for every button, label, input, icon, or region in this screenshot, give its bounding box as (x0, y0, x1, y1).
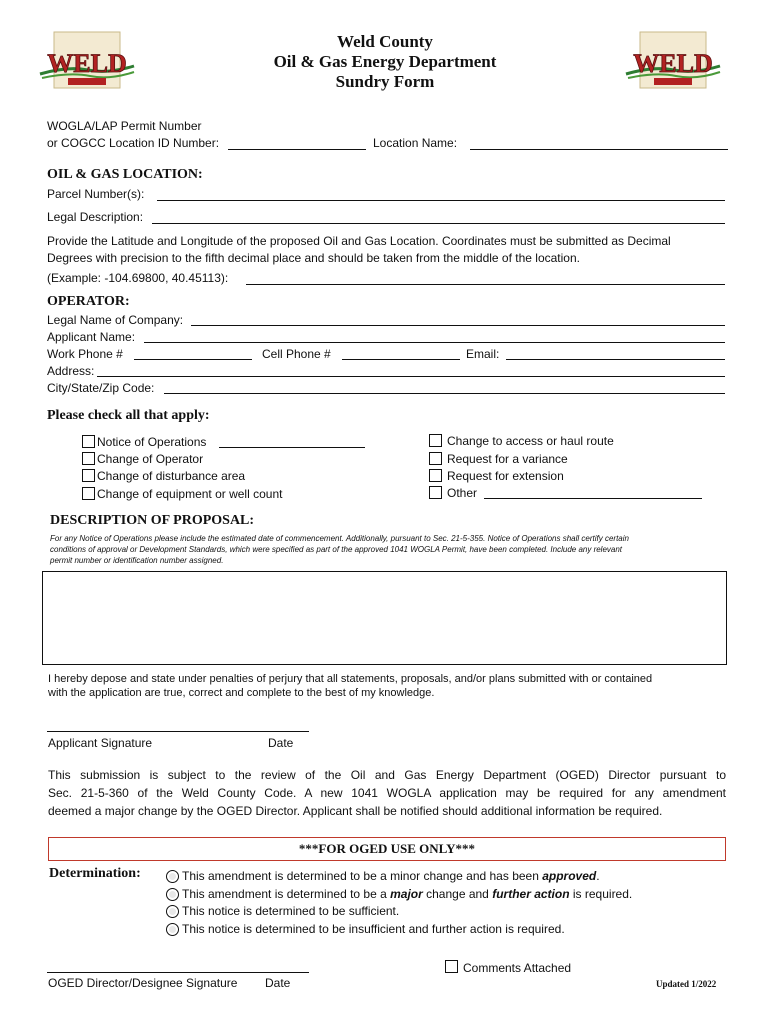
coords-instructions-1: Provide the Latitude and Longitude of the proposed Oil and Gas Location. Coordinates must be submitted as Decimal (47, 234, 671, 248)
opt1-end: . (596, 869, 600, 883)
comments-attached-label: Comments Attached (463, 961, 572, 975)
director-date-label: Date (265, 976, 291, 990)
permit-label-line1: WOGLA/LAP Permit Number (47, 119, 202, 133)
other-label: Other (447, 486, 478, 500)
permit-label-line2: or COGCC Location ID Number: (47, 136, 220, 150)
applicant-field[interactable] (144, 342, 725, 343)
coords-field[interactable] (246, 284, 725, 285)
form-title: Sundry Form (335, 72, 435, 91)
operator-heading: OPERATOR: (47, 294, 130, 309)
determination-major-radio[interactable] (166, 888, 179, 901)
company-label: Legal Name of Company: (47, 313, 184, 327)
coords-example-label: (Example: -104.69800, 40.45113): (47, 271, 229, 285)
city-label: City/State/Zip Code: (47, 381, 155, 395)
review-text (48, 766, 726, 820)
address-label: Address: (47, 364, 95, 378)
opt2-text: This amendment is determined to be a (182, 887, 391, 901)
change-of-operator-checkbox[interactable] (82, 452, 95, 465)
request-extension-checkbox[interactable] (429, 469, 442, 482)
request-variance-label: Request for a variance (447, 452, 568, 466)
determination-sufficient-label: This notice is determined to be sufficient. (182, 904, 400, 918)
applicant-signature-line[interactable] (47, 731, 309, 732)
opt2-mid: change and (422, 887, 493, 901)
svg-text:WELD: WELD (633, 49, 713, 78)
opt1-text: This amendment is determined to be a minor change and has been (182, 869, 543, 883)
updated-label: Updated 1/2022 (656, 979, 717, 989)
director-signature-label: OGED Director/Designee Signature (48, 976, 238, 990)
proposal-note (50, 533, 730, 566)
review-line3: deemed a major change by the OGED Director. Applicant shall be notified should additional information be required. (48, 804, 663, 818)
notice-of-operations-label: Notice of Operations (97, 435, 207, 449)
review-line1: This submission is subject to the review of the Oil and Gas Energy Department (OGED) Director pursuant to (48, 768, 726, 782)
svg-text:WELD: WELD (47, 49, 127, 78)
request-variance-checkbox[interactable] (429, 452, 442, 465)
notice-of-operations-field[interactable] (219, 447, 365, 448)
work-phone-label: Work Phone # (47, 347, 123, 361)
change-of-equipment-checkbox[interactable] (82, 487, 95, 500)
other-field[interactable] (484, 498, 702, 499)
notice-of-operations-checkbox[interactable] (82, 435, 95, 448)
change-access-route-label: Change to access or haul route (447, 434, 614, 448)
determination-insufficient-label: This notice is determined to be insufficient and further action is required. (182, 922, 565, 936)
determination-minor-label (182, 869, 600, 883)
cell-phone-label: Cell Phone # (262, 347, 331, 361)
proposal-note-line3: permit number or identification number assigned. (50, 556, 224, 565)
parcel-field[interactable] (157, 200, 725, 201)
location-name-field[interactable] (470, 149, 728, 150)
determination-insufficient-radio[interactable] (166, 923, 179, 936)
applicant-label: Applicant Name: (47, 330, 136, 344)
opt2-emphasis-action: further action (492, 887, 570, 901)
legal-description-field[interactable] (152, 223, 725, 224)
director-signature-line[interactable] (47, 972, 309, 973)
change-of-operator-label: Change of Operator (97, 452, 204, 466)
weld-county-logo-right (624, 30, 722, 94)
coords-instructions-2: Degrees with precision to the fifth decimal place and should be taken from the middle of the location. (47, 251, 580, 265)
email-field[interactable] (506, 359, 725, 360)
request-extension-label: Request for extension (447, 469, 564, 483)
company-field[interactable] (191, 325, 725, 326)
opt2-emphasis-major: major (390, 887, 423, 901)
county-title: Weld County (337, 32, 433, 51)
city-field[interactable] (164, 393, 725, 394)
location-name-label: Location Name: (373, 136, 458, 150)
location-heading: OIL & GAS LOCATION: (47, 167, 203, 182)
change-of-disturbance-checkbox[interactable] (82, 469, 95, 482)
email-label: Email: (466, 347, 500, 361)
applicant-signature-label: Applicant Signature (48, 736, 153, 750)
oged-banner-text: ***FOR OGED USE ONLY*** (298, 841, 476, 856)
change-of-equipment-label: Change of equipment or well count (97, 487, 283, 501)
parcel-label: Parcel Number(s): (47, 187, 145, 201)
weld-county-logo-left (38, 30, 136, 94)
legal-description-label: Legal Description: (47, 210, 144, 224)
proposal-textarea[interactable] (42, 571, 727, 665)
affirmation-line1: I hereby depose and state under penalties of perjury that all statements, proposals, and/or plans submitted with or contained (48, 673, 653, 685)
determination-major-label (182, 887, 632, 901)
other-checkbox[interactable] (429, 486, 442, 499)
comments-attached-checkbox[interactable] (445, 960, 458, 973)
checks-heading: Please check all that apply: (47, 408, 210, 423)
oged-banner (48, 837, 726, 861)
address-field[interactable] (97, 376, 725, 377)
review-line2: Sec. 21-5-360 of the Weld County Code. A new 1041 WOGLA application may be required for any amendment (48, 786, 726, 800)
proposal-heading: DESCRIPTION OF PROPOSAL: (50, 513, 255, 528)
proposal-note-line1: For any Notice of Operations please include the estimated date of commencement. Additionally, pursuant to Sec. 21-5-355. Notice of Operations shall certify certain (50, 534, 629, 543)
change-access-route-checkbox[interactable] (429, 434, 442, 447)
determination-label: Determination: (49, 866, 141, 881)
affirmation-line2: with the application are true, correct and complete to the best of my knowledge. (48, 687, 435, 699)
determination-minor-radio[interactable] (166, 870, 179, 883)
work-phone-field[interactable] (134, 359, 252, 360)
opt1-emphasis: approved (542, 869, 597, 883)
determination-sufficient-radio[interactable] (166, 905, 179, 918)
proposal-note-line2: conditions of approval or Development Standards, which were specified as part of the approved 1041 WOGLA Permit, have been completed. Include any relevant (50, 545, 623, 554)
affirmation-text (48, 672, 652, 700)
department-title: Oil & Gas Energy Department (273, 52, 497, 71)
applicant-date-label: Date (268, 736, 294, 750)
permit-number-field[interactable] (228, 149, 366, 150)
change-of-disturbance-label: Change of disturbance area (97, 469, 246, 483)
opt2-end: is required. (569, 887, 633, 901)
cell-phone-field[interactable] (342, 359, 460, 360)
